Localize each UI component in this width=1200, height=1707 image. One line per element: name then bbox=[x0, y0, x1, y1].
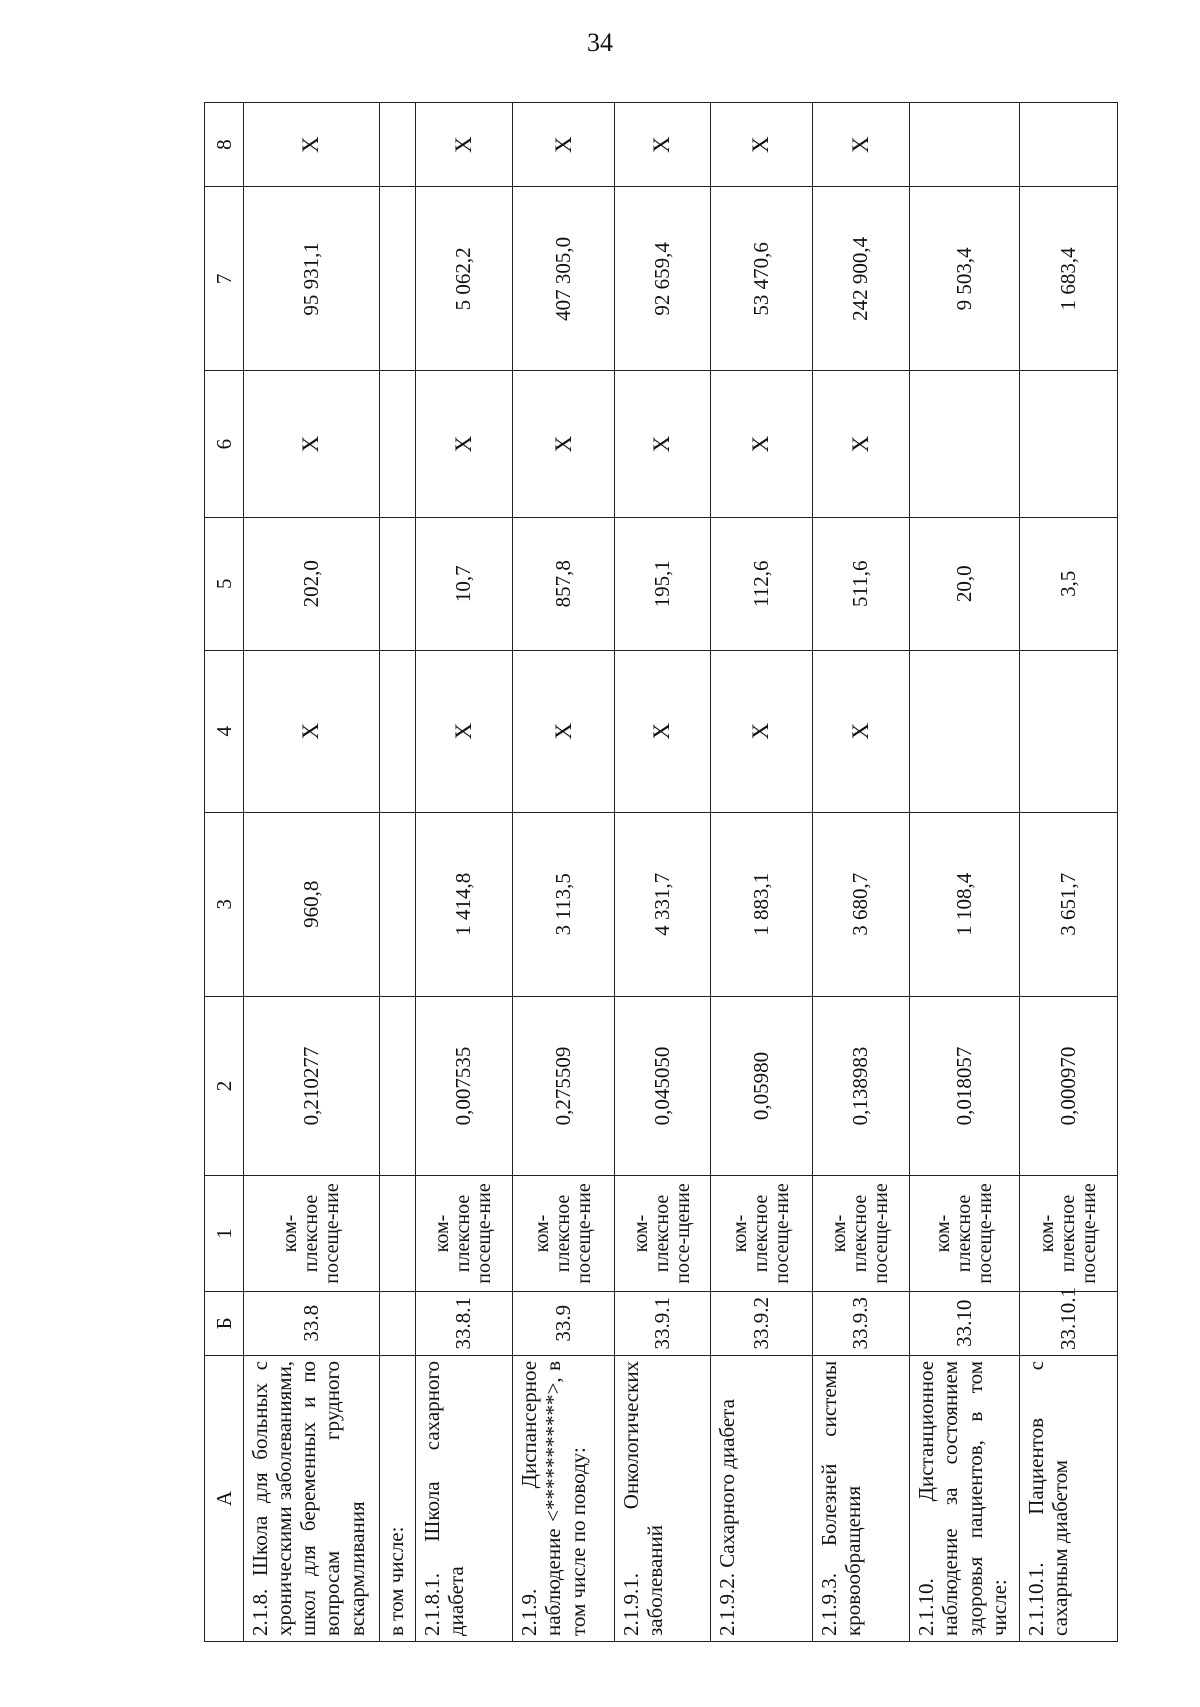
value-cell: 511,6 bbox=[812, 517, 910, 650]
value-cell bbox=[910, 650, 1020, 812]
value-cell: 1 883,1 bbox=[710, 812, 812, 996]
value-cell bbox=[379, 187, 415, 371]
row-name-cell: 2.1.10.1. Пациентов с сахарным диабетом bbox=[1020, 1355, 1118, 1641]
value-cell: 3 113,5 bbox=[513, 812, 615, 996]
value-cell: 857,8 bbox=[513, 517, 615, 650]
value-cell bbox=[379, 996, 415, 1176]
table-row bbox=[812, 103, 910, 1642]
table-row bbox=[415, 103, 513, 1642]
value-cell: 10,7 bbox=[415, 517, 513, 650]
row-name-cell: 2.1.9.1. Онкологических заболеваний bbox=[615, 1355, 711, 1641]
value-cell: 960,8 bbox=[244, 812, 380, 996]
col-header: 7 bbox=[205, 187, 244, 371]
value-cell: Х bbox=[513, 103, 615, 187]
unit-cell: ком-плексное посеще-ние bbox=[244, 1176, 380, 1291]
col-header: 8 bbox=[205, 103, 244, 187]
value-cell: Х bbox=[615, 103, 711, 187]
row-code-cell: 33.9.1 bbox=[615, 1291, 711, 1355]
table-rotated-container bbox=[204, 102, 1118, 1642]
value-cell bbox=[379, 517, 415, 650]
table-row bbox=[910, 103, 1020, 1642]
table-row bbox=[244, 103, 380, 1642]
value-cell: 242 900,4 bbox=[812, 187, 910, 371]
table-row bbox=[1020, 103, 1118, 1642]
unit-cell bbox=[379, 1176, 415, 1291]
row-name-cell: в том числе: bbox=[379, 1355, 415, 1641]
value-cell: 95 931,1 bbox=[244, 187, 380, 371]
col-header: 4 bbox=[205, 650, 244, 812]
value-cell: 0,018057 bbox=[910, 996, 1020, 1176]
value-cell: 4 331,7 bbox=[615, 812, 711, 996]
table-body bbox=[244, 103, 1118, 1642]
value-cell: 0,007535 bbox=[415, 996, 513, 1176]
value-cell: 1 414,8 bbox=[415, 812, 513, 996]
value-cell: 0,05980 bbox=[710, 996, 812, 1176]
page-number: 34 bbox=[587, 28, 613, 57]
table-row bbox=[615, 103, 711, 1642]
unit-cell: ком-плексное посе-щение bbox=[615, 1176, 711, 1291]
col-header: 6 bbox=[205, 371, 244, 517]
value-cell: Х bbox=[615, 371, 711, 517]
col-header: А bbox=[205, 1355, 244, 1641]
row-code-cell: 33.8.1 bbox=[415, 1291, 513, 1355]
table-landscape bbox=[204, 102, 1118, 1642]
value-cell bbox=[379, 812, 415, 996]
table-row bbox=[710, 103, 812, 1642]
value-cell: 1 108,4 bbox=[910, 812, 1020, 996]
value-cell: Х bbox=[812, 103, 910, 187]
value-cell: 53 470,6 bbox=[710, 187, 812, 371]
value-cell: 3 680,7 bbox=[812, 812, 910, 996]
value-cell: Х bbox=[244, 650, 380, 812]
value-cell: 3,5 bbox=[1020, 517, 1118, 650]
unit-cell: ком-плексное посеще-ние bbox=[710, 1176, 812, 1291]
value-cell: 9 503,4 bbox=[910, 187, 1020, 371]
value-cell: 1 683,4 bbox=[1020, 187, 1118, 371]
value-cell: Х bbox=[513, 371, 615, 517]
value-cell bbox=[379, 371, 415, 517]
value-cell: 20,0 bbox=[910, 517, 1020, 650]
col-header: 5 bbox=[205, 517, 244, 650]
unit-cell: ком-плексное посеще-ние bbox=[1020, 1176, 1118, 1291]
row-name-cell: 2.1.9.2. Сахарного диабета bbox=[710, 1355, 812, 1641]
row-code-cell: 33.9.2 bbox=[710, 1291, 812, 1355]
unit-cell: ком-плексное посеще-ние bbox=[910, 1176, 1020, 1291]
unit-cell: ком-плексное посеще-ние bbox=[415, 1176, 513, 1291]
value-cell bbox=[379, 650, 415, 812]
value-cell: 0,000970 bbox=[1020, 996, 1118, 1176]
value-cell: Х bbox=[615, 650, 711, 812]
header-row bbox=[205, 103, 244, 1642]
value-cell: Х bbox=[244, 371, 380, 517]
value-cell: Х bbox=[710, 103, 812, 187]
row-name-cell: 2.1.10. Дистанционное наблюдение за состоянием здоровья пациентов, в том числе: bbox=[910, 1355, 1020, 1641]
row-code-cell: 33.8 bbox=[244, 1291, 380, 1355]
value-cell: 112,6 bbox=[710, 517, 812, 650]
value-cell: Х bbox=[812, 650, 910, 812]
value-cell bbox=[1020, 371, 1118, 517]
value-cell: 195,1 bbox=[615, 517, 711, 650]
value-cell bbox=[910, 103, 1020, 187]
value-cell: Х bbox=[513, 650, 615, 812]
row-name-cell: 2.1.8.1. Школа сахарного диабета bbox=[415, 1355, 513, 1641]
value-cell: 0,210277 bbox=[244, 996, 380, 1176]
value-cell: Х bbox=[244, 103, 380, 187]
value-cell bbox=[910, 371, 1020, 517]
row-code-cell: 33.10.1 bbox=[1020, 1291, 1118, 1355]
value-cell: Х bbox=[415, 650, 513, 812]
unit-cell: ком-плексное посеще-ние bbox=[812, 1176, 910, 1291]
value-cell: Х bbox=[710, 371, 812, 517]
value-cell bbox=[1020, 650, 1118, 812]
value-cell: 0,138983 bbox=[812, 996, 910, 1176]
tariff-table bbox=[204, 102, 1118, 1642]
row-code-cell: 33.9 bbox=[513, 1291, 615, 1355]
row-code-cell: 33.10 bbox=[910, 1291, 1020, 1355]
unit-cell: ком-плексное посеще-ние bbox=[513, 1176, 615, 1291]
row-code-cell: 33.9.3 bbox=[812, 1291, 910, 1355]
value-cell bbox=[379, 103, 415, 187]
col-header: 1 bbox=[205, 1176, 244, 1291]
col-header: Б bbox=[205, 1291, 244, 1355]
value-cell: Х bbox=[710, 650, 812, 812]
table-row bbox=[379, 103, 415, 1642]
value-cell: 92 659,4 bbox=[615, 187, 711, 371]
value-cell: Х bbox=[812, 371, 910, 517]
row-name-cell: 2.1.9. Диспансерное наблюдение <***********>, в том числе по поводу: bbox=[513, 1355, 615, 1641]
value-cell: 0,045050 bbox=[615, 996, 711, 1176]
value-cell bbox=[1020, 103, 1118, 187]
value-cell: 202,0 bbox=[244, 517, 380, 650]
table-row bbox=[513, 103, 615, 1642]
value-cell: 5 062,2 bbox=[415, 187, 513, 371]
row-name-cell: 2.1.9.3. Болезней системы кровообращения bbox=[812, 1355, 910, 1641]
value-cell: 407 305,0 bbox=[513, 187, 615, 371]
col-header: 3 bbox=[205, 812, 244, 996]
value-cell: Х bbox=[415, 371, 513, 517]
col-header: 2 bbox=[205, 996, 244, 1176]
value-cell: 0,275509 bbox=[513, 996, 615, 1176]
row-code-cell bbox=[379, 1291, 415, 1355]
row-name-cell: 2.1.8. Школа для больных с хроническими заболеваниями, школ для беременных и по вопросам грудного вскармливания bbox=[244, 1355, 380, 1641]
value-cell: 3 651,7 bbox=[1020, 812, 1118, 996]
value-cell: Х bbox=[415, 103, 513, 187]
